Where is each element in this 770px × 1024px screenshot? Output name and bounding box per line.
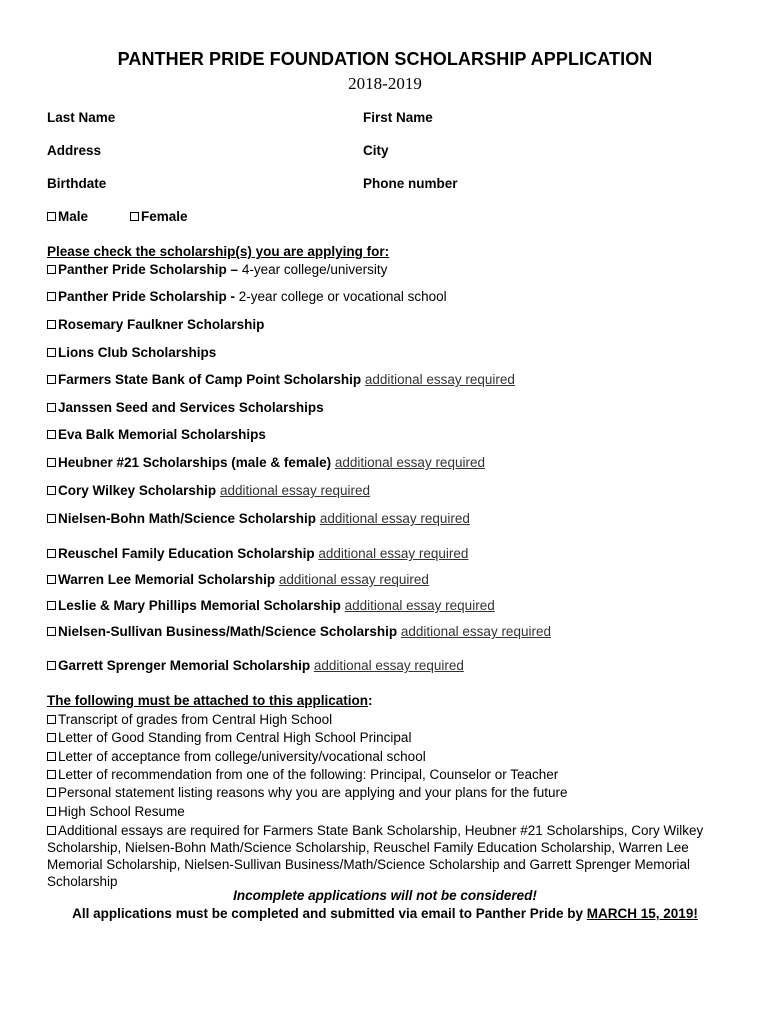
attachment-item[interactable]: [47, 804, 185, 819]
deadline-date: MARCH 15, 2019!: [586, 906, 698, 921]
male-option[interactable]: [47, 209, 88, 224]
attachments-heading: [47, 693, 373, 708]
attachment-text: Transcript of grades from Central High School: [58, 712, 333, 727]
essay-note: additional essay required: [219, 483, 371, 498]
incomplete-warning: Incomplete applications will not be considered!: [233, 888, 537, 903]
school-year: 2018-2019: [348, 74, 422, 93]
scholarship-item[interactable]: [47, 624, 551, 639]
scholarship-checkbox[interactable]: [47, 514, 56, 523]
scholarship-item[interactable]: [47, 400, 324, 415]
scholarship-name: Cory Wilkey Scholarship: [58, 483, 217, 498]
attachment-checkbox[interactable]: [47, 752, 56, 761]
female-checkbox[interactable]: [130, 212, 139, 221]
first-name-label: First Name: [363, 110, 433, 125]
scholarship-name: Farmers State Bank of Camp Point Scholarship: [58, 372, 362, 387]
scholarship-checkbox[interactable]: [47, 348, 56, 357]
submission-text: All applications must be completed and submitted via email to Panther Pride by: [72, 906, 587, 921]
birthdate-label: Birthdate: [47, 176, 107, 191]
scholarship-name: Eva Balk Memorial Scholarships: [58, 427, 266, 442]
attachment-item[interactable]: [47, 749, 426, 764]
attachment-text: Letter of acceptance from college/university/vocational school: [58, 749, 426, 764]
attachment-text: Personal statement listing reasons why you are applying and your plans for the future: [58, 785, 568, 800]
essay-note: additional essay required: [400, 624, 551, 639]
attachments-heading-text: The following must be attached to this application: [47, 693, 369, 708]
scholarship-desc: 4-year college/university: [241, 262, 388, 277]
scholarship-item[interactable]: [47, 289, 447, 304]
female-option[interactable]: [130, 209, 188, 224]
last-name-label: Last Name: [47, 110, 116, 125]
scholarship-name: Nielsen-Sullivan Business/Math/Science Scholarship: [58, 624, 398, 639]
phone-label: Phone number: [363, 176, 458, 191]
scholarship-item[interactable]: [47, 546, 468, 561]
scholarship-checkbox[interactable]: [47, 458, 56, 467]
city-label: City: [363, 143, 389, 158]
scholarship-item[interactable]: [47, 483, 370, 498]
essay-note: additional essay required: [319, 511, 470, 526]
attachment-item[interactable]: [47, 730, 411, 745]
scholarship-checkbox[interactable]: [47, 661, 56, 670]
scholarship-name: Janssen Seed and Services Scholarships: [58, 400, 324, 415]
scholarship-checkbox[interactable]: [47, 601, 56, 610]
scholarship-checkbox[interactable]: [47, 292, 56, 301]
attachment-checkbox[interactable]: [47, 788, 56, 797]
attachment-item[interactable]: [47, 767, 558, 782]
scholarship-name: Reuschel Family Education Scholarship: [58, 546, 315, 561]
attachment-checkbox[interactable]: [47, 807, 56, 816]
scholarship-name: Heubner #21 Scholarships (male & female): [58, 455, 332, 470]
essay-note: additional essay required: [313, 658, 464, 673]
scholarship-name: Lions Club Scholarships: [58, 345, 217, 360]
attachment-text: Letter of Good Standing from Central High School Principal: [58, 730, 412, 745]
attachment-item[interactable]: [47, 712, 332, 727]
scholarship-item[interactable]: [47, 345, 216, 360]
attachment-item[interactable]: [47, 785, 568, 800]
scholarship-checkbox[interactable]: [47, 627, 56, 636]
address-label: Address: [47, 143, 102, 158]
scholarship-checkbox[interactable]: [47, 486, 56, 495]
attachment-checkbox[interactable]: [47, 715, 56, 724]
attachment-text: Letter of recommendation from one of the following: Principal, Counselor or Teacher: [58, 767, 559, 782]
scholarship-checkbox[interactable]: [47, 375, 56, 384]
essay-note: additional essay required: [318, 546, 469, 561]
scholarship-checkbox[interactable]: [47, 320, 56, 329]
scholarship-item[interactable]: [47, 372, 515, 387]
scholarship-name: Rosemary Faulkner Scholarship: [58, 317, 265, 332]
scholarship-checkbox[interactable]: [47, 430, 56, 439]
attachment-checkbox[interactable]: [47, 826, 56, 835]
scholarship-item[interactable]: [47, 262, 387, 277]
attachment-text: Additional essays are required for Farmers State Bank Scholarship, Heubner #21 Scholarships, Cory Wilkey Scholarship, Nielsen-Bohn Math/Science Scholarship, Reuschel Family Education Scholarship, Warren Lee Memorial Scholarship, Nielsen-Sullivan Business/Math/Science Scholarship and Garrett Sprenger Memorial Scholarship: [47, 823, 704, 889]
scholarship-name: Leslie & Mary Phillips Memorial Scholarship: [58, 598, 341, 613]
scholarship-name: Panther Pride Scholarship –: [58, 262, 242, 277]
attachment-text: High School Resume: [58, 804, 185, 819]
attachment-checkbox[interactable]: [47, 770, 56, 779]
scholarship-item[interactable]: [47, 427, 266, 442]
attachments-heading-colon: :: [368, 693, 373, 708]
scholarship-checkbox[interactable]: [47, 403, 56, 412]
scholarship-checkbox[interactable]: [47, 265, 56, 274]
male-checkbox[interactable]: [47, 212, 56, 221]
scholarship-name: Nielsen-Bohn Math/Science Scholarship: [58, 511, 317, 526]
scholarship-name: Panther Pride Scholarship -: [58, 289, 239, 304]
submission-note: [0, 906, 770, 921]
attachment-checkbox[interactable]: [47, 733, 56, 742]
scholarship-item[interactable]: [47, 317, 264, 332]
female-label: Female: [141, 209, 188, 224]
page-title: PANTHER PRIDE FOUNDATION SCHOLARSHIP APPLICATION: [117, 49, 653, 69]
scholarship-item[interactable]: [47, 572, 429, 587]
essay-note: additional essay required: [334, 455, 485, 470]
essay-note: additional essay required: [344, 598, 495, 613]
essay-note: additional essay required: [364, 372, 515, 387]
scholarship-heading: Please check the scholarship(s) you are applying for:: [47, 244, 390, 259]
scholarship-item[interactable]: [47, 658, 464, 673]
scholarship-item[interactable]: [47, 511, 470, 526]
scholarship-desc: 2-year college or vocational school: [238, 289, 447, 304]
essay-note: additional essay required: [278, 572, 429, 587]
scholarship-item[interactable]: [47, 455, 485, 470]
scholarship-checkbox[interactable]: [47, 575, 56, 584]
scholarship-item[interactable]: [47, 598, 495, 613]
male-label: Male: [58, 209, 89, 224]
attachment-item[interactable]: [47, 822, 737, 890]
scholarship-checkbox[interactable]: [47, 549, 56, 558]
scholarship-name: Warren Lee Memorial Scholarship: [58, 572, 276, 587]
scholarship-name: Garrett Sprenger Memorial Scholarship: [58, 658, 311, 673]
